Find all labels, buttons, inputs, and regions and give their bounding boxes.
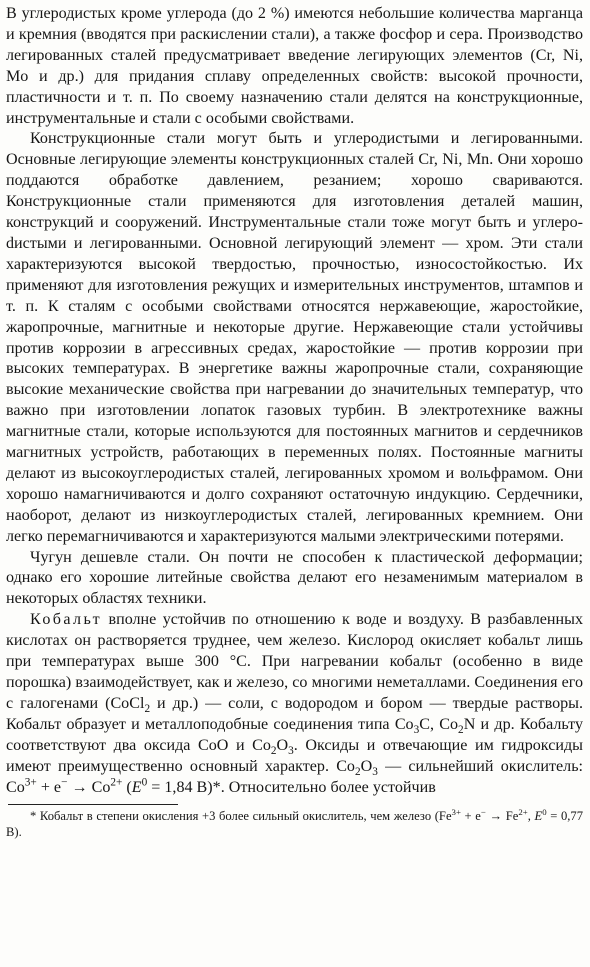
subscript: 3 xyxy=(372,765,378,778)
subscript: 3 xyxy=(413,724,420,737)
text-run: вполне устойчив по отношению к воде и воздуху. В разбавленных кислотах он растворяется труднее, чем железо. Кислород окисляет кобальт лишь при температурах выше 300 °C. При нагревании кобальт (особенно в виде порошка) взаимодействует, как и железо, со многими неметаллами. Соединения его с галогенами (CoCl xyxy=(6,611,583,712)
subscript: 2 xyxy=(354,765,361,778)
text-run: , xyxy=(527,809,535,824)
subscript: 2 xyxy=(270,744,277,757)
superscript: 0 xyxy=(542,807,547,818)
italic-symbol: E xyxy=(534,809,543,824)
text-run: N и др. Кобальту соответствуют два оксида CoO и Co xyxy=(6,715,583,754)
superscript: 2+ xyxy=(518,807,528,818)
text-run: * Кобальт в степени окисления +3 более сильный окислитель, чем железо (Fe xyxy=(30,809,452,824)
paragraph-steel-types xyxy=(6,129,583,547)
text-run: C, Co xyxy=(419,715,459,733)
emphasis-term: Кобальт xyxy=(30,611,103,629)
text-run: В углеродистых кроме углерода (до 2 %) имеются небольшие количества марганца и кремния (вводятся при раскислении стали), а также фосфор и сера. Производство легированных сталей предусматривает введение легирующих элементов (Cr, Ni, Mo и др.) для придания сплаву определенных свойств: высокой прочности, пластичности и т. п. По своему назначению стали делятся на конструкционные, инструментальные и стали с особыми свойствами. xyxy=(6,5,583,127)
footnote-divider xyxy=(8,804,178,805)
text-run: — сильнейший окислитель: Co xyxy=(6,757,584,796)
paragraph-steel-composition xyxy=(6,4,583,129)
subscript: 3 xyxy=(288,744,294,757)
footnote xyxy=(6,809,583,840)
text-run: → Fe xyxy=(485,809,519,824)
superscript: 0 xyxy=(141,776,148,789)
text-run: = 0,77 В). xyxy=(6,809,583,840)
superscript: − xyxy=(61,776,68,789)
text-run: + e xyxy=(36,778,62,796)
text-run: O xyxy=(276,736,289,754)
text-run: O xyxy=(360,757,373,775)
subscript: 2 xyxy=(144,703,151,716)
text-run: = 1,84 В)*. Относительно более устойчив xyxy=(147,778,436,796)
text-run: Чугун дешевле стали. Он почти не способен к пластической деформации; однако его хорошие литейные свойства делают его незаменимым материалом в некоторых областях техники. xyxy=(6,548,583,608)
main-text xyxy=(6,4,583,798)
paragraph-cobalt xyxy=(6,610,583,798)
text-run: → Co xyxy=(67,778,111,796)
italic-symbol: E xyxy=(131,778,142,796)
superscript: 3+ xyxy=(24,776,37,789)
text-run: и др.) — соли, с водородом и бором — твердые растворы. Кобальт образует и металлоподобные соединения типа Co xyxy=(6,694,583,733)
superscript: 2+ xyxy=(110,776,123,789)
text-run: Конструкционные стали могут быть и углеродистыми и легированными. Основные легирующие элементы конструкционных сталей Cr, Ni, Mn. Они хорошо поддаются обработке давлением, резанием; хорошо свариваются. Конструкционные стали применяются для изготовления деталей машин, конструкций и сооружений. Инструментальные стали тоже могут быть и углероdистыми и легированными. Основной легирующий элемент — хром. Эти стали характеризуются высокой твердостью, прочностью, износостойкостью. Их применяют для изготовления режущих и измерительных инструментов, штампов и т. п. К сталям с особыми свойствами относятся нержавеющие, жаростойкие, жаропрочные, магнитные и некоторые другие. Нержавеющие стали устойчивы против коррозии в агрессивных средах, жаростойкие — против коррозии при высоких температурах. В энергетике важны жаропрочные стали, сохраняющие высокие механические свойства при нагревании до значительных температур, что важно при изготовлении лопаток газовых турбин. В электротехнике важны магнитные стали, которые используются для постоянных магнитов и сердечников магнитных устройств, работающих в переменных полях. Постоянные магниты делают из высокоуглеродистых сталей, легированных хромом и вольфрамом. Они хорошо намагничиваются и долго сохраняют остаточную индукцию. Сердечники, наоборот, делают из низкоуглеродистых сталей, легированных кремнием. Они легко перемагничиваются и характеризуются малыми электрическими потерями. xyxy=(6,130,583,545)
superscript: − xyxy=(480,807,486,818)
superscript: 3+ xyxy=(451,807,461,818)
text-run: + e xyxy=(460,809,481,824)
text-run: . Оксиды и отвечающие им гидроксиды имеют преимущественно основный характер. Co xyxy=(6,736,583,775)
text-run: ( xyxy=(122,778,132,796)
paragraph-cast-iron xyxy=(6,548,583,611)
subscript: 2 xyxy=(458,724,464,737)
